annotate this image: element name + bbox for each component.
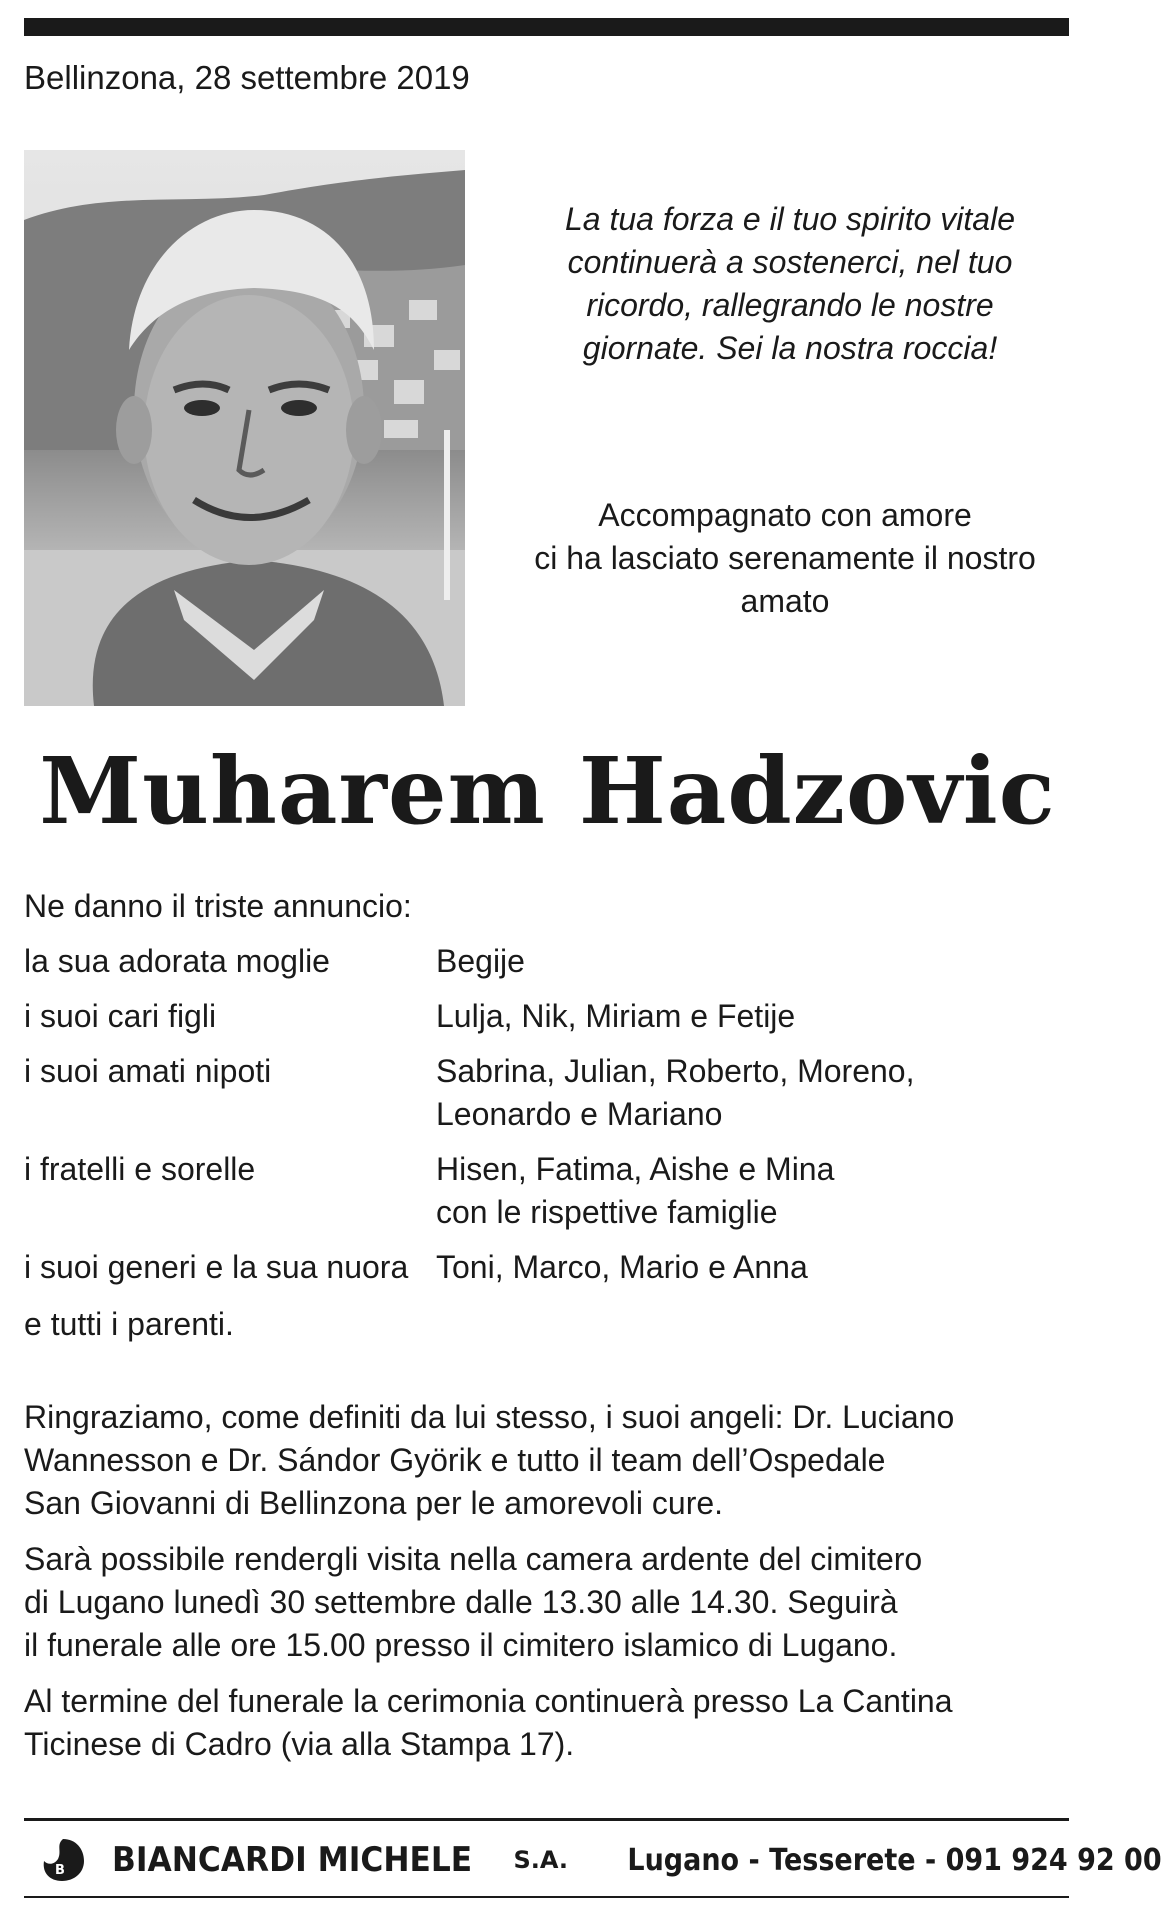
mourner-row — [24, 1050, 1069, 1136]
thanks-paragraph — [24, 1396, 1069, 1525]
paragraph-line: Sarà possibile rendergli visita nella camera ardente del cimitero — [24, 1541, 923, 1577]
paragraph-line: di Lugano lunedì 30 settembre dalle 13.30 alle 14.30. Seguirà — [24, 1584, 898, 1620]
footer-bottom-rule — [24, 1896, 1069, 1898]
mourner-name-line: Lulja, Nik, Miriam e Fetije — [436, 998, 796, 1034]
mourner-relation: la sua adorata moglie — [24, 943, 330, 979]
quote-line: continuerà a sostenerci, nel tuo — [567, 244, 1013, 280]
footer-rule — [24, 1818, 1069, 1821]
funeral-home-footer — [24, 1826, 1162, 1894]
firm-contact: Lugano - Tesserete - 091 924 92 00 — [627, 1842, 1162, 1878]
announcement-line: Accompagnato con amore — [598, 497, 972, 533]
paragraph-line: San Giovanni di Bellinzona per le amorevoli cure. — [24, 1485, 724, 1521]
paragraph-line: Wannesson e Dr. Sándor Györik e tutto il team dell’Ospedale — [24, 1442, 886, 1478]
biancardi-logo-icon — [40, 1837, 86, 1883]
mourner-names — [436, 995, 1069, 1038]
mourner-names — [436, 940, 1069, 983]
mourner-name-line: Begije — [436, 943, 525, 979]
deceased-name: Muharem Hadzovic — [39, 737, 1056, 845]
portrait-photo — [24, 150, 465, 706]
memorial-quote — [520, 198, 1060, 370]
mourner-name-line: Leonardo e Mariano — [436, 1096, 723, 1132]
quote-line: La tua forza e il tuo spirito vitale — [564, 201, 1015, 237]
mourner-relation: i suoi amati nipoti — [24, 1053, 272, 1089]
quote-line: ricordo, rallegrando le nostre — [586, 287, 994, 323]
logo-letter: B — [55, 1863, 65, 1878]
mourner-names — [436, 1148, 1069, 1234]
paragraph-line: Al termine del funerale la cerimonia continuerà presso La Cantina — [24, 1683, 953, 1719]
quote-line: giornate. Sei la nostra roccia! — [582, 330, 998, 366]
mourner-row — [24, 1246, 1069, 1289]
mourner-name-line: Sabrina, Julian, Roberto, Moreno, — [436, 1053, 915, 1089]
top-rule — [24, 18, 1069, 36]
paragraph-line: il funerale alle ore 15.00 presso il cimitero islamico di Lugano. — [24, 1627, 898, 1663]
mourner-names — [436, 1050, 1069, 1136]
mourners-closing: e tutti i parenti. — [24, 1306, 234, 1342]
mourner-relation: i suoi cari figli — [24, 998, 217, 1034]
mourner-name-line: con le rispettive famiglie — [436, 1194, 778, 1230]
mourner-relation: i fratelli e sorelle — [24, 1151, 256, 1187]
mourner-row — [24, 995, 1069, 1038]
mourner-row — [24, 940, 1069, 983]
paragraph-line: Ticinese di Cadro (via alla Stampa 17). — [24, 1726, 575, 1762]
mourner-names — [436, 1246, 1069, 1289]
ceremony-paragraph — [24, 1680, 1069, 1766]
mourner-row — [24, 1148, 1069, 1234]
visit-paragraph — [24, 1538, 1069, 1667]
mourner-relation: i suoi generi e la sua nuora — [24, 1249, 409, 1285]
announcement-line: ci ha lasciato serenamente il nostro — [534, 540, 1036, 576]
announcement-line: amato — [740, 583, 830, 619]
mourners-intro: Ne danno il triste annuncio: — [24, 888, 412, 924]
announcement-text — [500, 494, 1070, 623]
mourners-list — [24, 940, 1069, 1301]
firm-suffix: S.A. — [513, 1846, 569, 1874]
mourner-name-line: Hisen, Fatima, Aishe e Mina — [436, 1151, 835, 1187]
mourner-name-line: Toni, Marco, Mario e Anna — [436, 1249, 808, 1285]
date-line: Bellinzona, 28 settembre 2019 — [24, 59, 470, 96]
paragraph-line: Ringraziamo, come definiti da lui stesso, i suoi angeli: Dr. Luciano — [24, 1399, 955, 1435]
firm-name: BIANCARDI MICHELE — [112, 1840, 473, 1880]
